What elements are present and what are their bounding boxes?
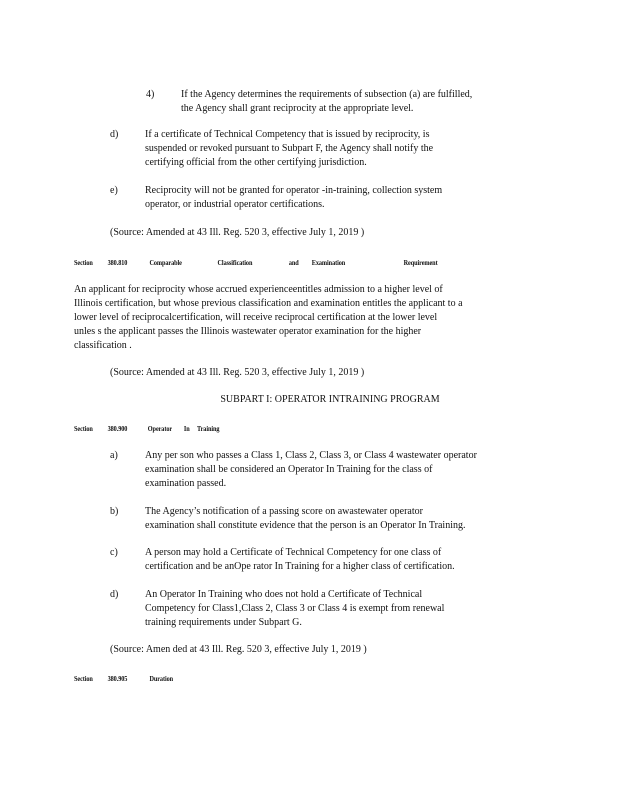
item-label: 4) <box>146 89 155 100</box>
source-note: (Source: Amended at 43 Ill. Reg. 520 3, effective July 1, 2019 ) <box>110 227 365 238</box>
item-text: If the Agency determines the requirements of subsection (a) are fulfilled, the Agency shall grant reciprocity at the appropriate level. <box>181 89 473 114</box>
item-label: c) <box>110 547 118 558</box>
source-note: (Source: Amen ded at 43 Ill. Reg. 520 3, effective July 1, 2019 ) <box>110 644 367 655</box>
item-label: d) <box>110 129 119 140</box>
source-note: (Source: Amended at 43 Ill. Reg. 520 3, effective July 1, 2019 ) <box>110 367 365 378</box>
section-heading: Section 380.905 Duration <box>74 674 174 683</box>
item-text: The Agency’s notification of a passing score on awastewater operator examination shall constitute evidence that the person is an Operator In Training. <box>145 506 466 531</box>
item-label: d) <box>110 589 119 600</box>
item-text: Reciprocity will not be granted for operator -in-training, collection system operator, or industrial operator certifications. <box>145 185 443 210</box>
section-heading: Section 380.810 Comparable Classification and Examination Requirement <box>74 258 438 267</box>
section-paragraph: An applicant for reciprocity whose accrued experienceentitles admission to a higher level of Illinois certification, but whose previous classification and examination entitles the applicant to a lower level of reciprocalcertification, will receive reciprocal certification at the lower level unles s the applicant passes the Illinois wastewater operator examination for the higher classification . <box>74 284 463 351</box>
subpart-heading: SUBPART I: OPERATOR INTRAINING PROGRAM <box>220 394 440 405</box>
item-label: e) <box>110 185 118 196</box>
item-text: An Operator In Training who does not hold a Certificate of Technical Competency for Class1,Class 2, Class 3 or Class 4 is exempt from renewal training requirements under Subpart G. <box>145 589 445 628</box>
item-text: A person may hold a Certificate of Technical Competency for one class of certification and be anOpe rator In Training for a higher class of certification. <box>145 547 455 572</box>
item-label: b) <box>110 506 119 517</box>
item-text: If a certificate of Technical Competency that is issued by reciprocity, is suspended or revoked pursuant to Subpart F, the Agency shall notify the certifying official from the other certifying jurisdiction. <box>145 129 434 168</box>
item-label: a) <box>110 450 118 461</box>
section-heading: Section 380.900 Operator In Training <box>74 424 220 433</box>
item-text: Any per son who passes a Class 1, Class 2, Class 3, or Class 4 wastewater operator examination shall be considered an Operator In Training for the class of examination passed. <box>145 450 477 489</box>
